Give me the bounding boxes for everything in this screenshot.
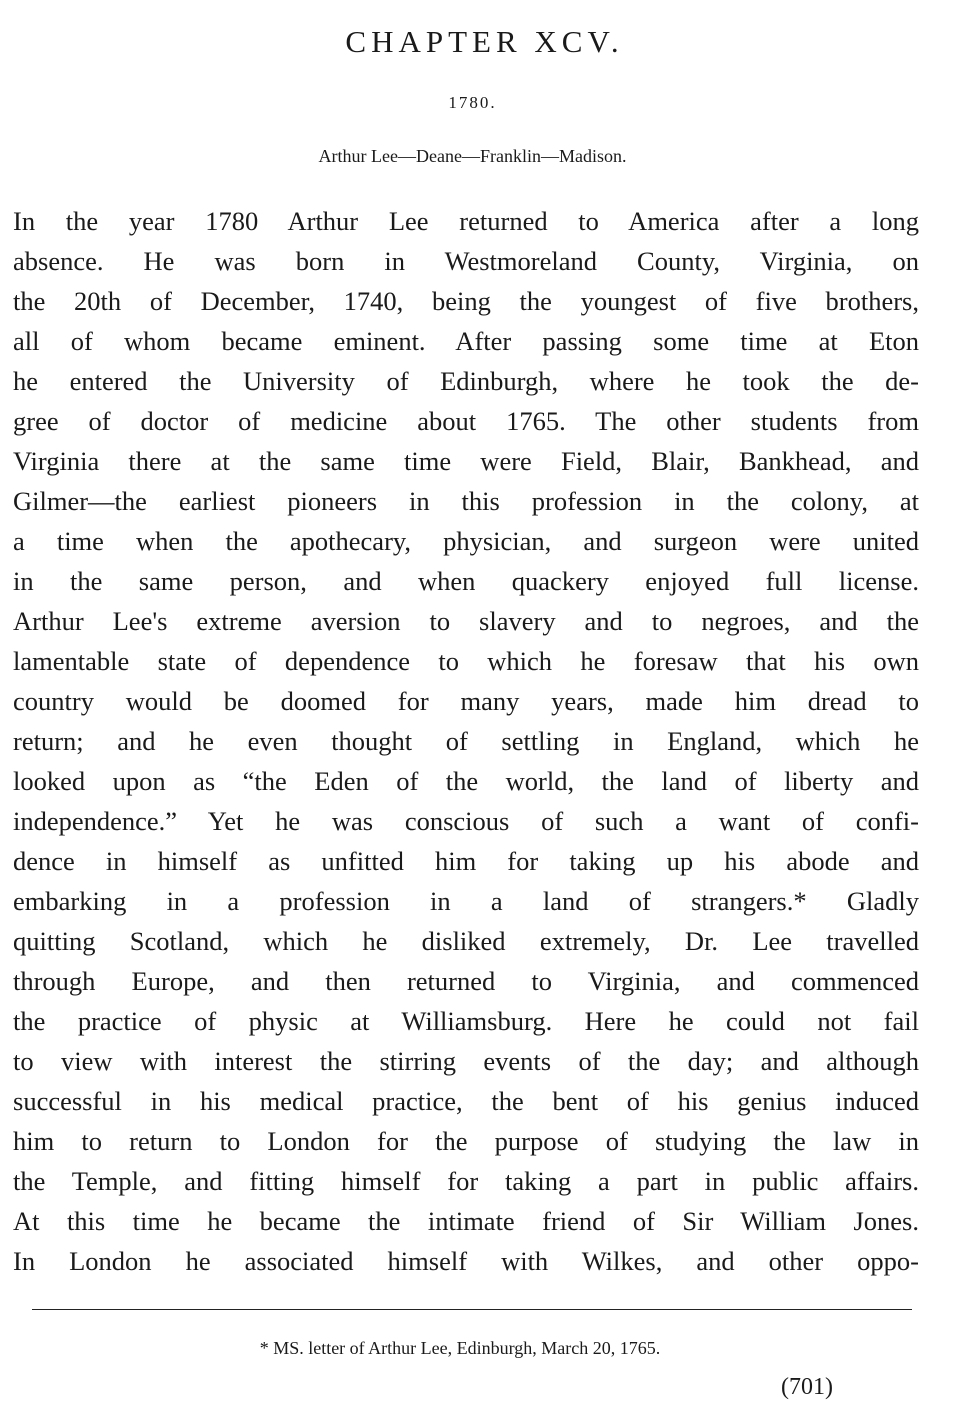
body-line-22: to view with interest the stirring events of the day; and although bbox=[13, 1046, 919, 1076]
body-line-17: dence in himself as unfitted him for taking up his abode and bbox=[13, 846, 919, 876]
body-line-1: In the year 1780 Arthur Lee returned to America after a long bbox=[13, 206, 919, 236]
body-line-20: through Europe, and then returned to Virginia, and commenced bbox=[13, 966, 919, 996]
body-line-9: a time when the apothecary, physician, and surgeon were united bbox=[13, 526, 919, 556]
body-line-12: lamentable state of dependence to which he foresaw that his own bbox=[13, 646, 919, 676]
body-line-13: country would be doomed for many years, made him dread to bbox=[13, 686, 919, 716]
page-number: (701) bbox=[781, 1374, 833, 1400]
body-line-4: all of whom became eminent. After passing some time at Eton bbox=[13, 326, 919, 356]
body-line-5: he entered the University of Edinburgh, where he took the de- bbox=[13, 366, 919, 396]
footnote-divider bbox=[32, 1309, 912, 1310]
body-line-19: quitting Scotland, which he disliked extremely, Dr. Lee travelled bbox=[13, 926, 919, 956]
body-line-24: him to return to London for the purpose of studying the law in bbox=[13, 1126, 919, 1156]
body-line-21: the practice of physic at Williamsburg. Here he could not fail bbox=[13, 1006, 919, 1036]
chapter-subtitle: Arthur Lee—Deane—Franklin—Madison. bbox=[318, 146, 627, 166]
body-line-23: successful in his medical practice, the bent of his genius induced bbox=[13, 1086, 919, 1116]
body-line-10: in the same person, and when quackery enjoyed full license. bbox=[13, 566, 919, 596]
body-line-18: embarking in a profession in a land of strangers.* Gladly bbox=[13, 886, 919, 916]
body-line-6: gree of doctor of medicine about 1765. The other students from bbox=[13, 406, 919, 436]
chapter-title: CHAPTER XCV. bbox=[345, 24, 624, 59]
body-line-7: Virginia there at the same time were Field, Blair, Bankhead, and bbox=[13, 446, 919, 476]
body-line-8: Gilmer—the earliest pioneers in this profession in the colony, at bbox=[13, 486, 919, 516]
body-line-11: Arthur Lee's extreme aversion to slavery and to negroes, and the bbox=[13, 606, 919, 636]
body-line-16: independence.” Yet he was conscious of such a want of confi- bbox=[13, 806, 919, 836]
footnote: * MS. letter of Arthur Lee, Edinburgh, March 20, 1765. bbox=[259, 1338, 661, 1358]
body-line-14: return; and he even thought of settling in England, which he bbox=[13, 726, 919, 756]
body-line-26: At this time he became the intimate friend of Sir William Jones. bbox=[13, 1206, 919, 1236]
chapter-year: 1780. bbox=[448, 93, 497, 112]
body-line-3: the 20th of December, 1740, being the youngest of five brothers, bbox=[13, 286, 919, 316]
body-line-27: In London he associated himself with Wilkes, and other oppo- bbox=[13, 1246, 919, 1276]
body-text bbox=[13, 201, 919, 1281]
body-line-2: absence. He was born in Westmoreland County, Virginia, on bbox=[13, 246, 919, 276]
body-line-25: the Temple, and fitting himself for taking a part in public affairs. bbox=[13, 1166, 919, 1196]
body-line-15: looked upon as “the Eden of the world, the land of liberty and bbox=[13, 766, 919, 796]
